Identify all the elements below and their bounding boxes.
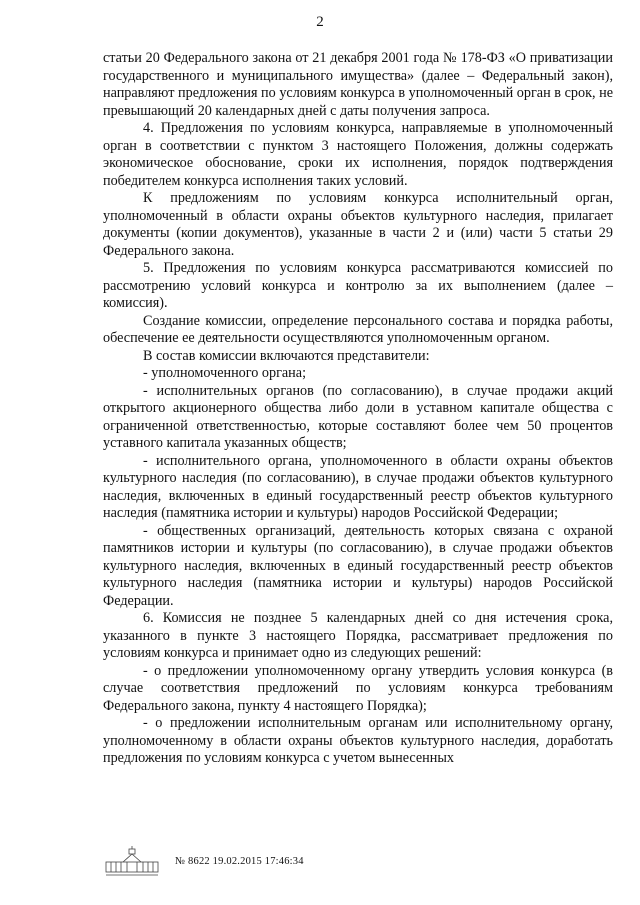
registration-stamp: № 8622 19.02.2015 17:46:34 [175,856,304,867]
page-number: 2 [316,14,324,30]
government-building-logo-icon [103,845,161,879]
paragraph: - уполномоченного органа; [143,365,307,381]
paragraph: - о предложении уполномоченному органу утвердить условия конкурса (в случае соответствия предложений по условиям конкурса требованиям Федерального закона, пункту 4 настоящего Порядка); [103,662,613,714]
paragraph: статьи 20 Федерального закона от 21 декабря 2001 года № 178-ФЗ «О приватизации государственного и муниципального имущества» (далее – Федеральный закон), направляют предложения по условиям конкурса в уполномоченный орган в срок, не превышающий 20 календарных дней с даты получения запроса. [103,50,613,119]
paragraph: Создание комиссии, определение персонального состава и порядка работы, обеспечение ее деятельности осуществляются уполномоченным органом. [103,312,613,346]
paragraph: 5. Предложения по условиям конкурса рассматриваются комиссией по рассмотрению условий конкурса и контролю за их выполнением (далее – комиссия). [103,260,613,311]
paragraph: - общественных организаций, деятельность которых связана с охраной памятников истории и культуры (по согласованию), в случае продажи объектов культурного наследия, включенных в единый государственный реестр объектов культурного наследия (памятника истории и культуры) народов Российской Федерации. [103,522,613,609]
document-footer [103,845,304,879]
document-body [103,50,613,768]
paragraph: В состав комиссии включаются представители: [143,347,430,364]
paragraph: К предложениям по условиям конкурса исполнительный орган, уполномоченный в области охраны объектов культурного наследия, прилагает документы (копии документов), указанные в части 2 и (или) части 5 статьи 29 Федерального закона. [103,190,613,259]
paragraph: - исполнительного органа, уполномоченного в области охраны объектов культурного наследия (по согласованию), в случае продажи объектов культурного наследия, включенных в единый государственный реестр объектов культурного наследия (памятника истории и культуры) народов Российской Федерации; [103,452,613,521]
paragraph: 4. Предложения по условиям конкурса, направляемые в уполномоченный орган в соответствии с пунктом 3 настоящего Положения, должны содержать экономическое обоснование, сроки их исполнения, порядок подтверждения победителем конкурса исполнения таких условий. [103,120,613,189]
paragraph: - о предложении исполнительным органам или исполнительному органу, уполномоченному в области охраны объектов культурного наследия, доработать предложения по условиям конкурса с учетом вынесенных [103,715,613,766]
paragraph: 6. Комиссия не позднее 5 календарных дней со дня истечения срока, указанного в пункте 3 настоящего Порядка, рассматривает предложения по условиям конкурса и принимает одно из следующих решений: [103,610,613,661]
paragraph: - исполнительных органов (по согласованию), в случае продажи акций открытого акционерного общества либо доли в уставном капитале общества с ограниченной ответственностью, которые составляют более чем 50 процентов уставного капитала указанных обществ; [103,382,613,451]
